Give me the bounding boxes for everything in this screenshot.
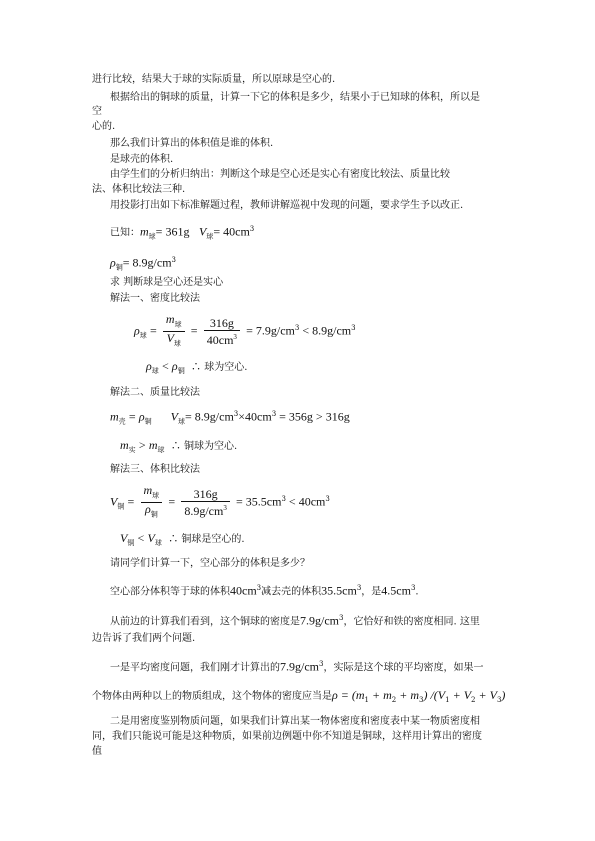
formula-part: + V (449, 688, 472, 702)
symbol: m (120, 438, 129, 452)
symbol: V (166, 331, 174, 346)
text-line: 心的. (92, 121, 116, 132)
text-line: 二是用密度鉴别物质问题，如果我们计算出某一物体密度和密度表中某一物质密度相 (110, 716, 480, 727)
symbol: m (165, 312, 175, 326)
formula-part: ρ = (m (332, 688, 365, 702)
text: 空心部分体积等于球的体积 (110, 586, 230, 598)
subscript: 球 (178, 417, 186, 426)
superscript: 3 (356, 584, 362, 592)
denominator: 8.9g/cm (184, 503, 224, 518)
subscript: 3 (419, 696, 424, 704)
formula-mass (110, 408, 350, 427)
value: = 35.5cm (236, 494, 282, 509)
value: = 8.9g/cm (122, 255, 172, 270)
text-line: 边告诉了我们两个问题. (92, 633, 196, 644)
superscript: 3 (271, 410, 277, 418)
value: ×40cm (238, 409, 272, 424)
conclusion (120, 532, 245, 549)
symbol: ρ (144, 502, 151, 517)
subscript: 壳 (118, 417, 126, 426)
subscript: 球 (206, 232, 214, 241)
subscript: 铜 (117, 502, 125, 511)
text: 减去壳的体积 (261, 586, 322, 598)
numerator: 316g (181, 488, 230, 502)
formula-part: + m (396, 688, 419, 702)
operator: = (127, 494, 135, 509)
text: 一是平均密度问题，我们刚才计算出的 (110, 662, 280, 674)
operator: < (137, 531, 145, 545)
text-line: 进行比较，结果大于球的实际质量，所以原球是空心的. (92, 74, 336, 85)
text-line: 空 (92, 106, 102, 117)
text: 从前边的计算我们看到，这个铜球的密度是 (110, 616, 300, 628)
symbol: ρ (134, 323, 140, 338)
superscript: 3 (281, 495, 286, 504)
formula-part: ) /(V (423, 688, 446, 702)
subscript: 球 (157, 446, 165, 454)
value: = 7.9g/cm (246, 323, 295, 338)
fraction (163, 313, 185, 351)
superscript: 3 (339, 614, 344, 622)
solution-title: 解法三、体积比较法 (110, 464, 200, 475)
symbol: m (140, 224, 149, 239)
value: < 8.9g/cm (299, 323, 352, 338)
text-line: 那么我们计算出的体积值是谁的体积. (110, 138, 274, 149)
operator: = (149, 323, 157, 338)
text-line: 法、体积比较法三种. (92, 184, 186, 195)
text-line: 由学生们的分析归纳出：判断这个球是空心还是实心有密度比较法、质量比较 (110, 169, 450, 180)
operator: > (138, 438, 146, 452)
subscript: 实 (128, 446, 136, 454)
superscript: 3 (233, 332, 237, 341)
formula-part: + m (369, 688, 392, 702)
superscript: 3 (319, 660, 324, 668)
symbol: V (199, 224, 207, 239)
text: ，实际是这个球的平均密度，如果一 (323, 662, 484, 674)
solution-title: 解法一、密度比较法 (110, 293, 200, 304)
superscript: 3 (410, 584, 416, 592)
text-line: 根据给出的铜球的质量，计算一下它的体积是多少，结果小于已知球的体积，所以是 (110, 92, 480, 103)
subscript: 球 (173, 339, 181, 348)
text-line (110, 658, 483, 674)
fraction (181, 488, 230, 518)
subscript: 铜 (150, 510, 158, 519)
subscript: 球 (151, 367, 159, 375)
formula-part: + V (475, 688, 497, 702)
text: ，是 (361, 586, 382, 598)
superscript: 3 (171, 256, 176, 264)
subscript: 铜 (144, 417, 152, 426)
symbol: ρ (110, 255, 116, 270)
fraction (204, 317, 240, 347)
subscript: 球 (154, 539, 162, 547)
subscript: 铜 (115, 263, 123, 272)
subscript: 球 (148, 232, 156, 241)
formula-part: ) (501, 688, 506, 702)
solution-title: 解法二、质量比较法 (110, 387, 200, 398)
subscript: 1 (445, 696, 450, 704)
value: 4.5cm (381, 583, 411, 598)
known-density (110, 254, 176, 273)
text-line: 求 判断球是空心还是实心 (110, 277, 224, 288)
text: ∴ 铜球是空心的. (168, 534, 245, 545)
value: 7.9g/cm (300, 613, 339, 628)
formula-density (134, 313, 356, 351)
operator: < (161, 359, 169, 373)
superscript: 3 (249, 225, 255, 233)
symbol: m (110, 409, 119, 424)
operator: = (190, 323, 198, 338)
superscript: 3 (294, 324, 300, 333)
superscript: 3 (351, 324, 356, 333)
formula-volume (110, 484, 330, 522)
text: ∴ 铜球为空心. (170, 441, 238, 452)
numerator: 316g (204, 317, 240, 331)
text: ，它恰好和铁的密度相同. 这里 (343, 616, 480, 628)
value: 7.9g/cm (280, 659, 319, 674)
operator: = (168, 494, 176, 509)
value: 40cm (230, 583, 257, 598)
fraction (141, 484, 163, 522)
conclusion (146, 360, 247, 377)
value: < 40cm (285, 494, 326, 509)
text-line: 空心部分体积等于球的体积$40cm^3$减去壳的体积$35.5cm^3$，是$4.5cm^3$. (110, 583, 419, 598)
value: = 356g > 316g (276, 409, 350, 424)
subscript: 球 (174, 320, 182, 329)
value: = 361g (155, 224, 190, 239)
symbol: ρ (138, 409, 145, 424)
subscript: 铜 (127, 539, 135, 547)
known-line (110, 223, 254, 242)
subscript: 2 (471, 696, 476, 704)
symbol: m (143, 483, 153, 497)
denominator: 40cm (206, 332, 234, 347)
conclusion (120, 439, 237, 456)
superscript: 3 (223, 503, 227, 512)
text-line: 值 (92, 746, 102, 757)
symbol: V (170, 409, 179, 424)
text-line (92, 689, 505, 706)
superscript: 3 (256, 584, 262, 592)
text-line (110, 612, 480, 628)
symbol: ρ (171, 359, 178, 373)
superscript: 3 (325, 495, 330, 504)
text: ∴ 球为空心. (191, 362, 248, 373)
text-line: 同，我们只能说可能是这种物质，如果前边例题中你不知道是铜球，这样用计算出的密度 (92, 731, 482, 742)
text-line: 是球壳的体积. (110, 154, 174, 165)
subscript: 球 (139, 331, 147, 340)
value: = 8.9g/cm (185, 409, 234, 424)
subscript: 铜 (177, 367, 185, 375)
subscript: 球 (152, 491, 160, 500)
subscript: 3 (496, 696, 502, 704)
symbol: ρ (146, 359, 152, 373)
symbol: m (148, 438, 158, 452)
value: = 40cm (213, 224, 250, 239)
label: 已知： (110, 227, 140, 239)
text-line: 请同学们计算一下，空心部分的体积是多少？ (110, 558, 310, 569)
subscript: 1 (364, 696, 369, 704)
symbol: V (110, 494, 118, 509)
subscript: 2 (391, 696, 397, 704)
operator: = (128, 409, 136, 424)
symbol: V (120, 531, 128, 545)
text: 个物体由两种以上的物质组成，这个物体的密度应当是 (92, 691, 332, 702)
text-line: 用投影打出如下标准解题过程，教师讲解巡视中发现的问题，要求学生予以改正. (110, 200, 464, 211)
symbol: V (147, 531, 155, 545)
superscript: 3 (233, 410, 239, 418)
value: 35.5cm (321, 583, 357, 598)
